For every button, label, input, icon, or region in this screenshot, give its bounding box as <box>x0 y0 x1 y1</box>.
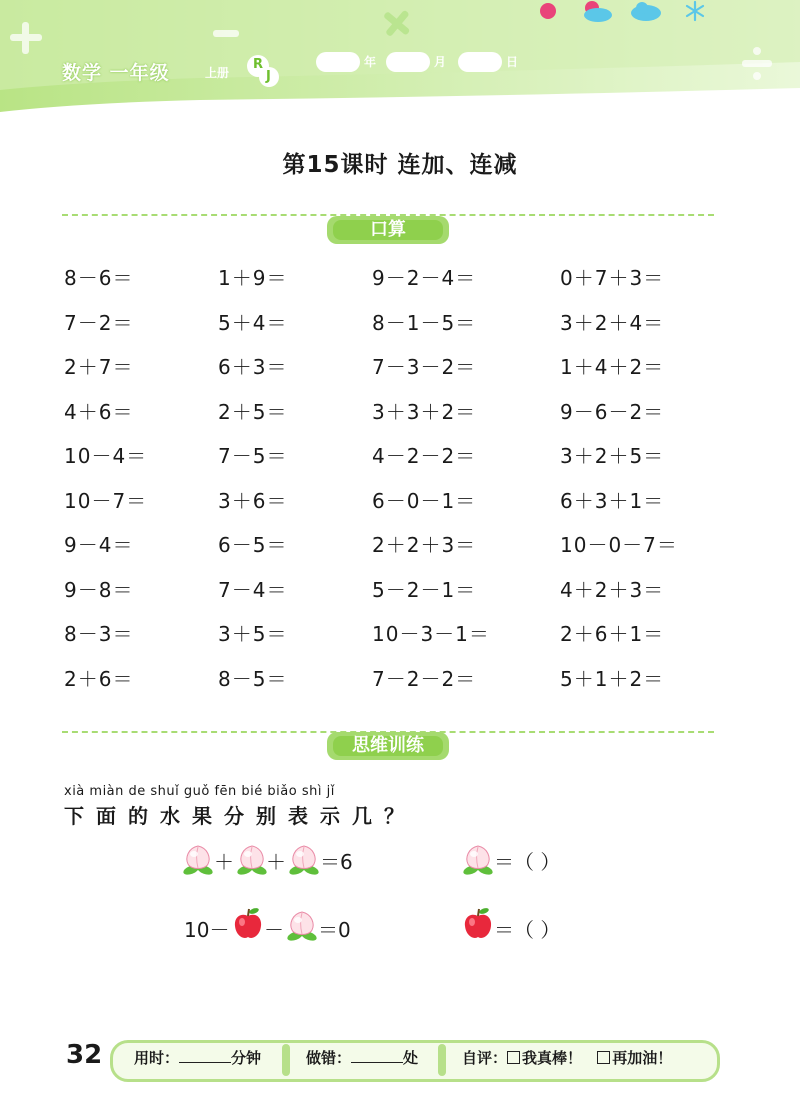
calc-item: 3＋2＋4＝ <box>560 310 665 335</box>
calc-item: 6－5＝ <box>218 533 288 557</box>
calc-item: 4＋6＝ <box>64 399 134 424</box>
section-tab-oral: 口算 <box>327 216 449 244</box>
calc-item: 5－2－1＝ <box>372 577 477 602</box>
calc-item: 8－3＝ <box>64 622 134 646</box>
calc-item: 6＋3＋1＝ <box>560 488 665 513</box>
apple-icon <box>232 906 264 942</box>
peach-icon <box>288 842 320 876</box>
calc-item: 7－4＝ <box>218 577 288 602</box>
calc-item: 10－0－7＝ <box>560 533 678 557</box>
calc-item: 5＋4＝ <box>218 310 288 335</box>
errors-count: 做错： 处 <box>306 1049 419 1067</box>
peach-icon <box>462 842 494 876</box>
plus-sign: ＋ <box>214 850 234 874</box>
lesson-title: 第15课时 连加、连减 <box>282 152 518 178</box>
calc-item: 1＋4＋2＝ <box>560 355 665 379</box>
footer-separator <box>282 1044 290 1076</box>
calc-item: 3＋5＝ <box>218 622 288 646</box>
calc-item: 4＋2＋3＝ <box>560 577 665 602</box>
calc-item: 9－2－4＝ <box>372 266 477 290</box>
snow-icon <box>687 2 703 20</box>
calc-item: 7－3－2＝ <box>372 355 477 379</box>
calc-item: 1＋9＝ <box>218 266 288 290</box>
rj-badge: R J <box>246 54 280 88</box>
calc-item: 3＋3＋2＝ <box>372 399 477 424</box>
apple-icon <box>462 906 494 942</box>
month-label: 月 <box>434 55 447 69</box>
calc-item: 3＋6＝ <box>218 488 288 513</box>
sun-cloud-icon <box>584 1 612 22</box>
calc-item: 8－5＝ <box>218 666 288 691</box>
calc-item: 5＋1＋2＝ <box>560 666 665 691</box>
calc-item: 8－1－5＝ <box>372 310 477 335</box>
year-field[interactable] <box>316 52 360 72</box>
minus-sign: － <box>264 918 284 942</box>
peach-icon <box>182 842 214 876</box>
footer-separator <box>438 1044 446 1076</box>
checkbox-try[interactable] <box>597 1051 610 1064</box>
equation-result: ＝6 <box>320 850 353 874</box>
time-blank[interactable] <box>179 1048 231 1063</box>
calc-item: 0＋7＋3＝ <box>560 266 665 290</box>
year-label: 年 <box>364 55 377 69</box>
calc-item: 7－2－2＝ <box>372 666 477 691</box>
calc-item: 9－6－2＝ <box>560 399 665 424</box>
section-tab-thinking: 思维训练 <box>327 732 449 760</box>
peach-icon <box>236 842 268 876</box>
calc-item: 6－0－1＝ <box>372 488 477 513</box>
calc-item: 2＋5＝ <box>218 399 288 424</box>
checkbox-great[interactable] <box>507 1051 520 1064</box>
plus-sign: ＋ <box>266 850 286 874</box>
calc-item: 3＋2＋5＝ <box>560 444 665 468</box>
calc-item: 6＋3＝ <box>218 355 288 379</box>
answer-blank-peach[interactable]: ＝（ ） <box>494 850 561 874</box>
question-text: 下面的水果分别表示几？ <box>64 804 416 828</box>
answer-blank-apple[interactable]: ＝（ ） <box>494 918 561 942</box>
calc-item: 10－3－1＝ <box>372 622 490 646</box>
calc-item: 2＋7＝ <box>64 355 134 379</box>
calc-item: 9－8＝ <box>64 577 134 602</box>
calc-item: 7－5＝ <box>218 444 288 468</box>
peach-icon <box>286 908 318 942</box>
month-field[interactable] <box>386 52 430 72</box>
calc-item: 10－7＝ <box>64 488 148 513</box>
calc-item: 7－2＝ <box>64 310 134 335</box>
equation-result: ＝0 <box>318 918 351 942</box>
volume-label: 上册 <box>205 66 230 80</box>
calc-item: 8－6＝ <box>64 266 134 290</box>
time-spent: 用时： 分钟 <box>134 1049 262 1067</box>
calc-item: 9－4＝ <box>64 533 134 557</box>
subject-grade: 数学 一年级 <box>62 62 170 84</box>
calc-item: 2＋2＋3＝ <box>372 533 477 557</box>
page-number: 32 <box>66 1040 103 1070</box>
self-evaluation: 自评： 我真棒！ 再加油！ <box>462 1049 673 1067</box>
calc-item: 2＋6＝ <box>64 666 134 691</box>
page-header <box>0 0 800 112</box>
question-pinyin: xià miàn de shuǐ guǒ fēn bié biǎo shì jǐ <box>64 784 335 799</box>
weather-icons <box>538 0 708 30</box>
day-field[interactable] <box>458 52 502 72</box>
calc-item: 2＋6＋1＝ <box>560 622 665 646</box>
calc-item: 4－2－2＝ <box>372 444 477 468</box>
errors-blank[interactable] <box>351 1048 403 1063</box>
cloud-icon <box>631 2 661 21</box>
calc-item: 10－4＝ <box>64 444 148 468</box>
sun-icon <box>540 3 556 19</box>
day-label: 日 <box>506 55 519 69</box>
equation-lead: 10－ <box>184 918 230 942</box>
